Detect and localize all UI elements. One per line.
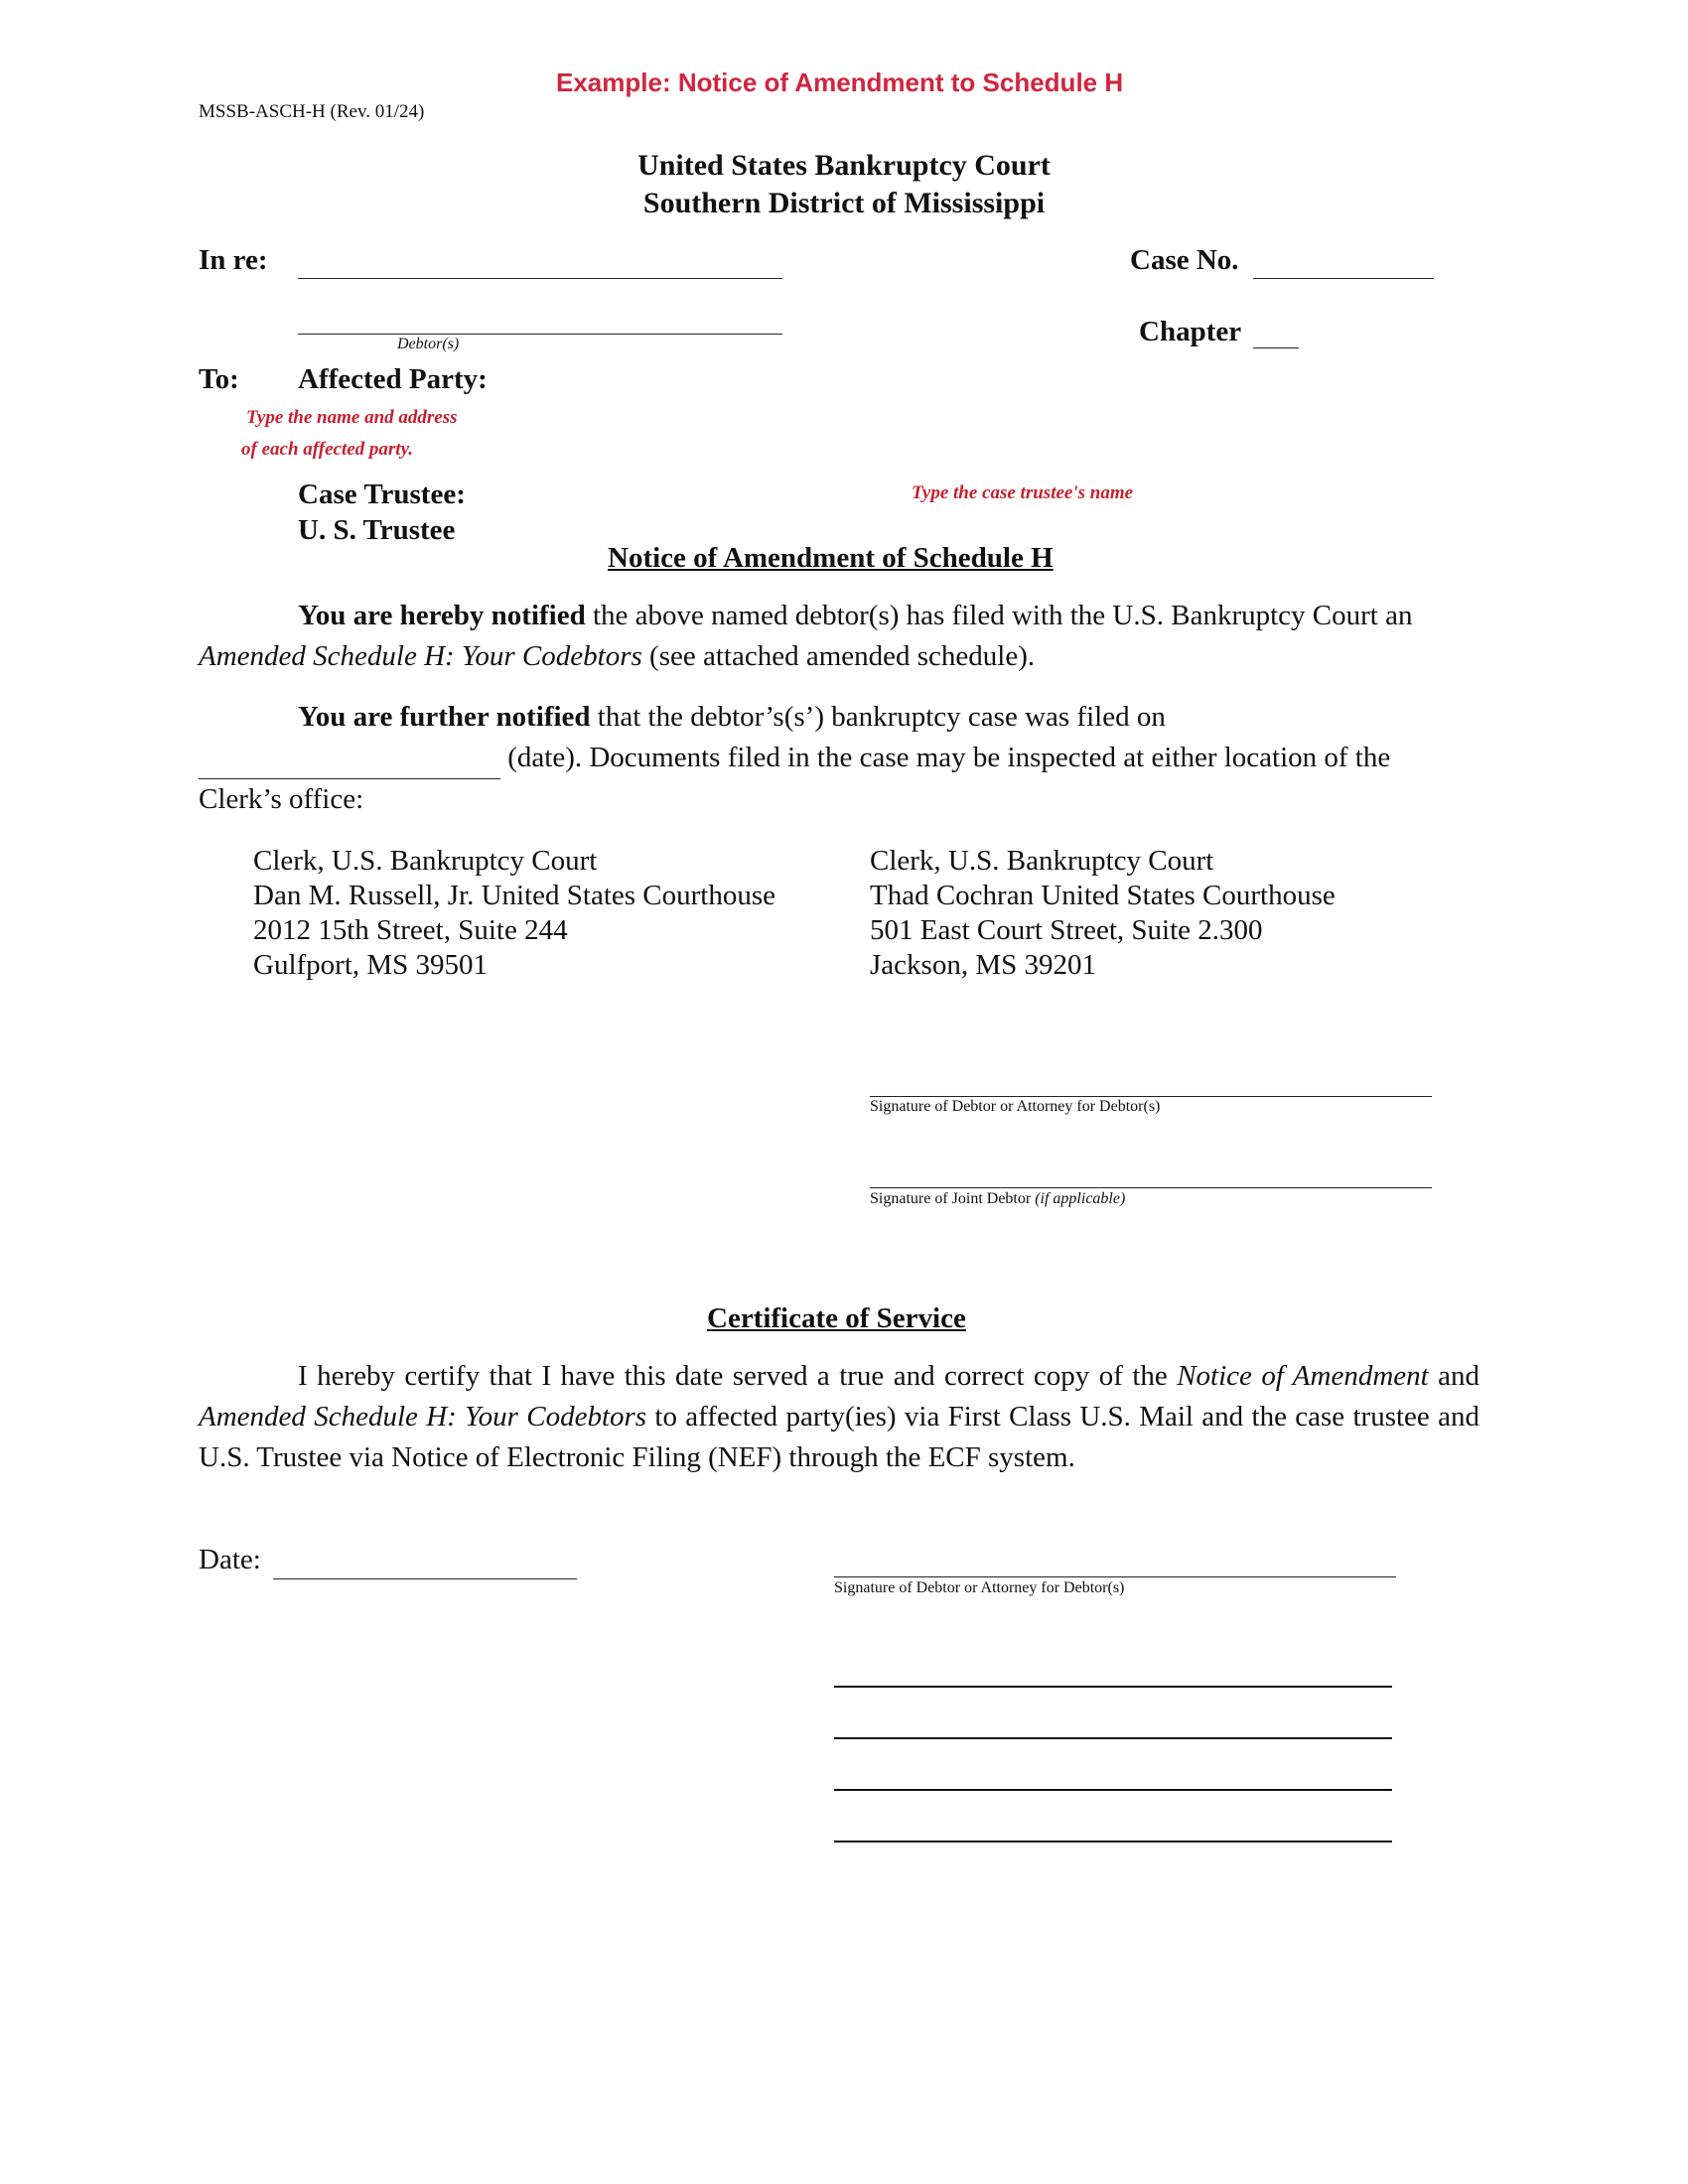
certificate-date-field[interactable]	[273, 1578, 577, 1579]
case-no-field[interactable]	[1253, 278, 1434, 279]
joint-sig-caption-text: Signature of Joint Debtor	[870, 1190, 1032, 1207]
certificate-italic-a: Notice of Amendment	[1177, 1360, 1429, 1392]
certificate-text-b: and	[1428, 1360, 1479, 1392]
form-id: MSSB-ASCH-H (Rev. 01/24)	[199, 101, 425, 122]
notice-p1-text-b: (see attached amended schedule).	[641, 640, 1036, 672]
notice-p1-italic: Amended Schedule H: Your Codebtors	[199, 640, 642, 672]
in-re-label: In re:	[199, 244, 268, 276]
court-name-line1: United States Bankruptcy Court	[637, 149, 1051, 182]
court-name	[546, 147, 1142, 222]
notice-p2-text-a: that the debtor’s(s’) bankruptcy case was filed on	[590, 701, 1166, 733]
notice-p2-text-b: (date). Documents filed in the case may be inspected at either location of the Clerk’s office:	[199, 742, 1391, 815]
notice-paragraph-1	[199, 596, 1479, 677]
clerk-jackson-line2: Thad Cochran United States Courthouse	[870, 880, 1336, 911]
clerk-jackson-line3: 501 East Court Street, Suite 2.300	[870, 914, 1263, 946]
certificate-signature-caption: Signature of Debtor or Attorney for Debtor(s)	[834, 1579, 1125, 1596]
certificate-text-c: to affected party(ies) via First Class U.S. Mail and the case trustee and U.S. Trustee via Notice of Electronic Filing (NEF) through the ECF system.	[199, 1401, 1479, 1473]
court-district-line2: Southern District of Mississippi	[642, 187, 1046, 219]
address-line-1[interactable]	[834, 1686, 1392, 1688]
clerk-gulfport-line2: Dan M. Russell, Jr. United States Courthouse	[253, 880, 776, 911]
affected-party-hint-1: Type the name and address	[246, 407, 458, 428]
clerk-office-jackson	[870, 844, 1336, 983]
clerk-gulfport-line3: 2012 15th Street, Suite 244	[253, 914, 568, 946]
joint-debtor-signature-line[interactable]	[870, 1187, 1432, 1188]
certificate-paragraph	[199, 1356, 1479, 1478]
chapter-label: Chapter	[1139, 316, 1242, 347]
notice-paragraph-2	[199, 697, 1479, 820]
debtor-caption: Debtor(s)	[397, 336, 460, 352]
clerk-jackson-line4: Jackson, MS 39201	[870, 949, 1096, 981]
debtor-name-line-1[interactable]	[298, 278, 782, 279]
address-line-4[interactable]	[834, 1841, 1392, 1843]
address-line-2[interactable]	[834, 1737, 1392, 1739]
to-label: To:	[199, 363, 239, 395]
clerk-office-gulfport	[253, 844, 775, 983]
clerk-jackson-line1: Clerk, U.S. Bankruptcy Court	[870, 845, 1214, 877]
notice-p1-bold: You are hereby notified	[298, 600, 586, 631]
joint-sig-note: (if applicable)	[1035, 1190, 1126, 1207]
notice-p2-bold: You are further notified	[298, 701, 591, 733]
example-header: Example: Notice of Amendment to Schedule H	[556, 68, 1124, 97]
case-no-label: Case No.	[1130, 244, 1239, 276]
affected-party-label: Affected Party:	[298, 363, 488, 395]
certificate-italic-b: Amended Schedule H: Your Codebtors	[199, 1401, 647, 1433]
joint-debtor-signature-caption	[870, 1190, 1125, 1208]
case-trustee-hint: Type the case trustee's name	[912, 482, 1134, 503]
notice-p1-text-a: the above named debtor(s) has filed with the U.S. Bankruptcy Court an	[585, 600, 1413, 631]
case-trustee-label: Case Trustee:	[298, 478, 466, 510]
certificate-text-a: I hereby certify that I have this date served a true and correct copy of the	[298, 1360, 1178, 1392]
filing-date-field[interactable]	[199, 738, 500, 779]
us-trustee-label: U. S. Trustee	[298, 514, 456, 546]
clerk-gulfport-line4: Gulfport, MS 39501	[253, 949, 489, 981]
certificate-title: Certificate of Service	[707, 1302, 966, 1334]
notice-title: Notice of Amendment of Schedule H	[608, 542, 1054, 574]
certificate-signature-line[interactable]	[834, 1576, 1396, 1577]
certificate-date-label: Date:	[199, 1544, 261, 1575]
clerk-gulfport-line1: Clerk, U.S. Bankruptcy Court	[253, 845, 598, 877]
address-line-3[interactable]	[834, 1789, 1392, 1791]
debtor-signature-caption: Signature of Debtor or Attorney for Debtor(s)	[870, 1098, 1161, 1115]
debtor-signature-line[interactable]	[870, 1096, 1432, 1097]
chapter-field[interactable]	[1253, 347, 1299, 348]
affected-party-hint-2: of each affected party.	[241, 439, 414, 460]
debtor-name-line-2[interactable]	[298, 334, 782, 335]
